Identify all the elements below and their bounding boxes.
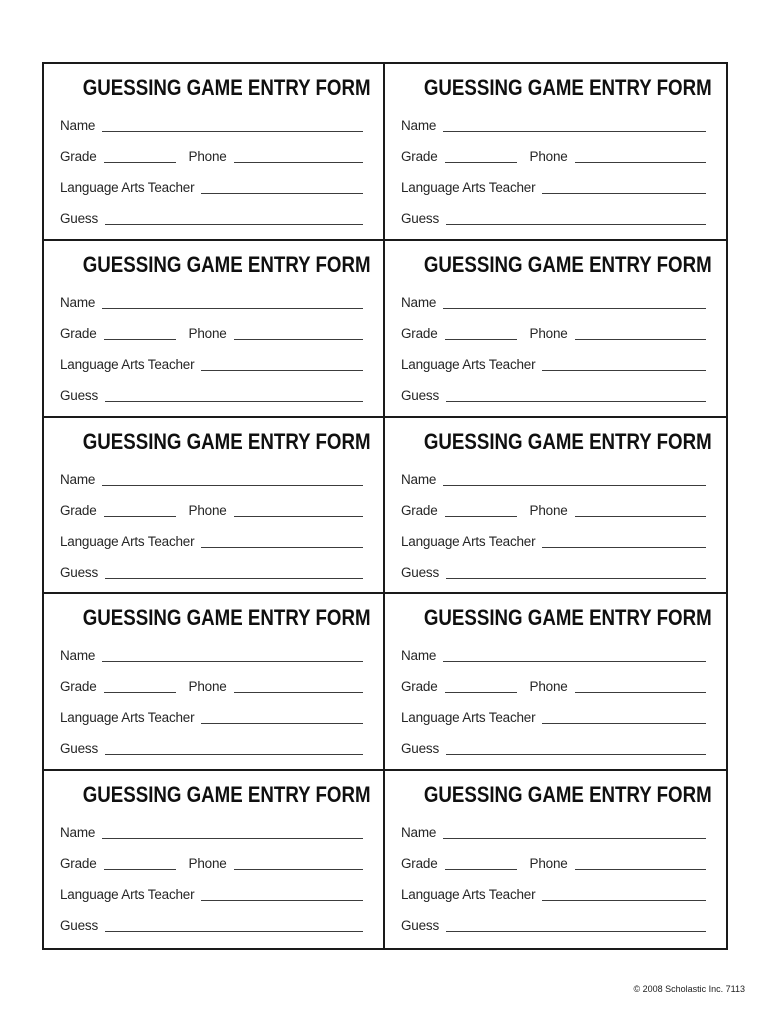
guess-label: Guess bbox=[401, 918, 440, 934]
guess-label: Guess bbox=[60, 741, 99, 757]
teacher-row bbox=[60, 710, 363, 726]
grade-phone-row bbox=[60, 679, 363, 695]
name-label: Name bbox=[401, 294, 437, 310]
teacher-label: Language Arts Teacher bbox=[401, 887, 536, 903]
grade-label: Grade bbox=[60, 856, 97, 872]
entry-form-card bbox=[385, 64, 726, 241]
form-title: GUESSING GAME ENTRY FORM bbox=[423, 428, 712, 454]
entry-form-card bbox=[44, 418, 385, 595]
teacher-label: Language Arts Teacher bbox=[60, 887, 195, 903]
name-row bbox=[60, 295, 363, 311]
name-row bbox=[60, 472, 363, 488]
teacher-input-line[interactable] bbox=[201, 546, 363, 548]
grade-label: Grade bbox=[401, 149, 438, 164]
grade-label: Grade bbox=[60, 149, 97, 164]
guess-input-line[interactable] bbox=[105, 930, 363, 932]
grade-label: Grade bbox=[60, 325, 97, 341]
teacher-label: Language Arts Teacher bbox=[60, 533, 195, 549]
teacher-row bbox=[60, 534, 363, 550]
grade-label: Grade bbox=[60, 679, 97, 695]
grade-phone-row bbox=[60, 326, 363, 342]
guess-input-line[interactable] bbox=[105, 753, 363, 755]
phone-label: Phone bbox=[529, 149, 568, 164]
grade-phone-row bbox=[401, 503, 706, 519]
grade-phone-row bbox=[401, 326, 706, 342]
guess-input-line[interactable] bbox=[105, 223, 363, 225]
name-input-line[interactable] bbox=[102, 660, 363, 662]
entry-form-card bbox=[385, 418, 726, 595]
name-row bbox=[401, 825, 706, 841]
grade-input-line[interactable] bbox=[445, 868, 517, 870]
phone-label: Phone bbox=[188, 502, 227, 518]
entry-form-card bbox=[44, 241, 385, 418]
form-title: GUESSING GAME ENTRY FORM bbox=[82, 75, 371, 100]
teacher-label: Language Arts Teacher bbox=[401, 180, 536, 195]
name-row bbox=[401, 295, 706, 311]
name-input-line[interactable] bbox=[443, 837, 706, 839]
phone-label: Phone bbox=[188, 149, 227, 164]
phone-input-line[interactable] bbox=[575, 868, 706, 870]
grade-input-line[interactable] bbox=[445, 161, 517, 163]
phone-input-line[interactable] bbox=[234, 868, 363, 870]
name-input-line[interactable] bbox=[102, 484, 363, 486]
guess-label: Guess bbox=[60, 918, 99, 934]
form-title: GUESSING GAME ENTRY FORM bbox=[423, 605, 712, 631]
grade-label: Grade bbox=[401, 502, 438, 518]
guess-input-line[interactable] bbox=[446, 753, 706, 755]
name-label: Name bbox=[60, 471, 96, 487]
name-label: Name bbox=[401, 118, 437, 133]
teacher-row bbox=[401, 180, 706, 196]
teacher-row bbox=[401, 357, 706, 373]
name-label: Name bbox=[401, 648, 437, 664]
name-row bbox=[60, 118, 363, 134]
grade-input-line[interactable] bbox=[104, 691, 176, 693]
grade-phone-row bbox=[401, 679, 706, 695]
entry-form-card bbox=[44, 64, 385, 241]
teacher-label: Language Arts Teacher bbox=[60, 710, 195, 726]
teacher-label: Language Arts Teacher bbox=[401, 533, 536, 549]
guess-label: Guess bbox=[60, 387, 99, 403]
entry-form-card bbox=[44, 594, 385, 771]
teacher-input-line[interactable] bbox=[542, 899, 706, 901]
teacher-label: Language Arts Teacher bbox=[401, 356, 536, 372]
form-title: GUESSING GAME ENTRY FORM bbox=[82, 428, 371, 454]
guess-input-line[interactable] bbox=[446, 400, 706, 402]
name-input-line[interactable] bbox=[443, 307, 706, 309]
phone-label: Phone bbox=[188, 325, 227, 341]
entry-form-card bbox=[44, 771, 385, 948]
name-input-line[interactable] bbox=[102, 837, 363, 839]
guess-label: Guess bbox=[60, 564, 99, 580]
name-row bbox=[60, 825, 363, 841]
teacher-row bbox=[60, 357, 363, 373]
form-grid bbox=[42, 62, 728, 950]
phone-input-line[interactable] bbox=[234, 691, 363, 693]
guess-row bbox=[60, 388, 363, 404]
teacher-input-line[interactable] bbox=[201, 192, 363, 194]
teacher-input-line[interactable] bbox=[201, 722, 363, 724]
grade-input-line[interactable] bbox=[104, 338, 176, 340]
phone-input-line[interactable] bbox=[575, 691, 706, 693]
teacher-row bbox=[401, 710, 706, 726]
form-title: GUESSING GAME ENTRY FORM bbox=[82, 605, 371, 631]
phone-label: Phone bbox=[188, 679, 227, 695]
phone-label: Phone bbox=[529, 679, 568, 695]
grade-label: Grade bbox=[60, 502, 97, 518]
name-label: Name bbox=[401, 825, 437, 841]
guess-input-line[interactable] bbox=[446, 223, 706, 225]
teacher-input-line[interactable] bbox=[201, 369, 363, 371]
entry-form-card bbox=[385, 241, 726, 418]
name-row bbox=[401, 648, 706, 664]
phone-input-line[interactable] bbox=[575, 338, 706, 340]
form-title: GUESSING GAME ENTRY FORM bbox=[423, 75, 712, 100]
grade-input-line[interactable] bbox=[104, 161, 176, 163]
teacher-label: Language Arts Teacher bbox=[401, 710, 536, 726]
guess-row bbox=[401, 741, 706, 757]
name-input-line[interactable] bbox=[102, 130, 363, 132]
entry-form-card bbox=[385, 594, 726, 771]
name-input-line[interactable] bbox=[443, 484, 706, 486]
guess-row bbox=[401, 918, 706, 934]
phone-input-line[interactable] bbox=[234, 161, 363, 163]
teacher-input-line[interactable] bbox=[201, 899, 363, 901]
guess-row bbox=[401, 211, 706, 227]
teacher-row bbox=[60, 180, 363, 196]
grade-input-line[interactable] bbox=[104, 868, 176, 870]
phone-label: Phone bbox=[529, 325, 568, 341]
guess-label: Guess bbox=[60, 211, 99, 226]
name-label: Name bbox=[60, 118, 96, 133]
teacher-row bbox=[60, 887, 363, 903]
teacher-label: Language Arts Teacher bbox=[60, 356, 195, 372]
guess-row bbox=[60, 565, 363, 581]
name-label: Name bbox=[60, 648, 96, 664]
name-label: Name bbox=[401, 471, 437, 487]
phone-input-line[interactable] bbox=[234, 515, 363, 517]
entry-form-card bbox=[385, 771, 726, 948]
grade-label: Grade bbox=[401, 325, 438, 341]
grade-label: Grade bbox=[401, 856, 438, 872]
grade-phone-row bbox=[60, 503, 363, 519]
guess-input-line[interactable] bbox=[446, 930, 706, 932]
guess-row bbox=[401, 565, 706, 581]
teacher-input-line[interactable] bbox=[542, 192, 706, 194]
form-title: GUESSING GAME ENTRY FORM bbox=[82, 251, 371, 277]
grade-phone-row bbox=[60, 856, 363, 872]
teacher-label: Language Arts Teacher bbox=[60, 180, 195, 195]
grade-phone-row bbox=[401, 856, 706, 872]
name-row bbox=[401, 472, 706, 488]
guess-label: Guess bbox=[401, 211, 440, 226]
name-row bbox=[60, 648, 363, 664]
form-title: GUESSING GAME ENTRY FORM bbox=[82, 782, 371, 808]
guess-row bbox=[60, 741, 363, 757]
grade-phone-row bbox=[60, 149, 363, 165]
guess-row bbox=[60, 918, 363, 934]
guess-label: Guess bbox=[401, 741, 440, 757]
guess-row bbox=[60, 211, 363, 227]
name-label: Name bbox=[60, 825, 96, 841]
grade-label: Grade bbox=[401, 679, 438, 695]
phone-label: Phone bbox=[529, 856, 568, 872]
copyright-text: © 2008 Scholastic Inc. 7113 bbox=[633, 984, 745, 994]
form-title: GUESSING GAME ENTRY FORM bbox=[423, 782, 712, 808]
phone-label: Phone bbox=[529, 502, 568, 518]
name-input-line[interactable] bbox=[443, 130, 706, 132]
guess-input-line[interactable] bbox=[446, 577, 706, 579]
grade-input-line[interactable] bbox=[104, 515, 176, 517]
guess-label: Guess bbox=[401, 564, 440, 580]
grade-input-line[interactable] bbox=[445, 515, 517, 517]
teacher-input-line[interactable] bbox=[542, 546, 706, 548]
grade-input-line[interactable] bbox=[445, 338, 517, 340]
name-input-line[interactable] bbox=[443, 660, 706, 662]
phone-label: Phone bbox=[188, 856, 227, 872]
grade-phone-row bbox=[401, 149, 706, 165]
name-row bbox=[401, 118, 706, 134]
phone-input-line[interactable] bbox=[575, 161, 706, 163]
guess-input-line[interactable] bbox=[105, 577, 363, 579]
name-label: Name bbox=[60, 294, 96, 310]
name-input-line[interactable] bbox=[102, 307, 363, 309]
teacher-input-line[interactable] bbox=[542, 369, 706, 371]
grade-input-line[interactable] bbox=[445, 691, 517, 693]
teacher-input-line[interactable] bbox=[542, 722, 706, 724]
guess-input-line[interactable] bbox=[105, 400, 363, 402]
phone-input-line[interactable] bbox=[234, 338, 363, 340]
teacher-row bbox=[401, 887, 706, 903]
form-title: GUESSING GAME ENTRY FORM bbox=[423, 251, 712, 277]
guess-row bbox=[401, 388, 706, 404]
phone-input-line[interactable] bbox=[575, 515, 706, 517]
guess-label: Guess bbox=[401, 387, 440, 403]
teacher-row bbox=[401, 534, 706, 550]
